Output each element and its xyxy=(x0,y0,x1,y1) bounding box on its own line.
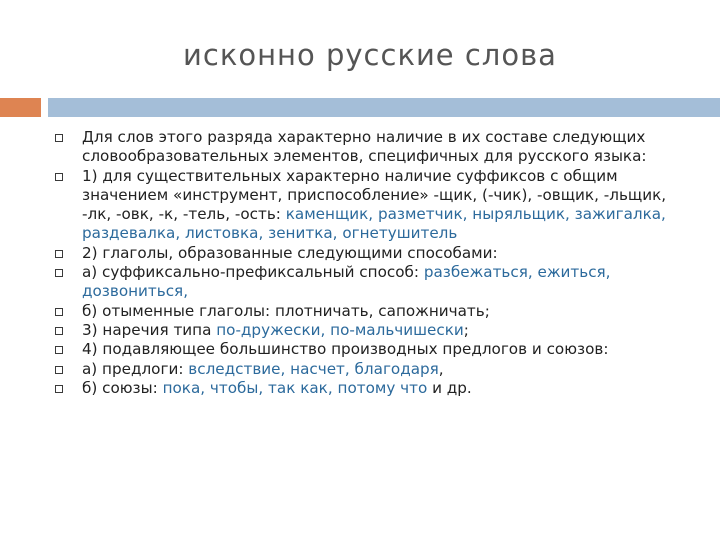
square-bullet-icon xyxy=(55,250,63,258)
square-bullet-icon xyxy=(55,173,63,181)
bullet-text: 3) наречия типа xyxy=(82,320,217,339)
bullet-item xyxy=(54,263,674,302)
bullet-text: ; xyxy=(463,320,469,339)
bullet-list xyxy=(54,128,674,398)
bullet-text: , xyxy=(438,359,444,378)
example-words: разбежаться, ежиться, дозвониться, xyxy=(82,263,611,301)
bullet-item xyxy=(54,167,674,244)
accent-bar-orange xyxy=(0,98,41,117)
bullet-item xyxy=(54,360,674,379)
bullet-text: и др. xyxy=(427,378,472,397)
example-words: вследствие, насчет, благодаря xyxy=(188,359,439,378)
bullet-item xyxy=(54,128,674,167)
example-words: по-дружески, по-мальчишески xyxy=(216,320,464,339)
bullet-text: б) отыменные глаголы: плотничать, сапожничать; xyxy=(82,301,490,320)
example-words: пока, чтобы, так как, потому что xyxy=(162,378,428,397)
example-words: каменщик, разметчик, ныряльщик, зажигалка, раздевалка, листовка, зенитка, огнетушитель xyxy=(82,205,666,243)
square-bullet-icon xyxy=(55,269,63,277)
bullet-item xyxy=(54,321,674,340)
slide-title: исконно русские слова xyxy=(183,38,557,72)
bullet-text: 1) для существительных характерно наличие суффиксов с общим значением «инструмент, приспособление» -щик, (-чик), -овщик, -льщик, -лк, -овк, -к, -тель, -ость: xyxy=(82,166,667,224)
accent-bar-blue xyxy=(48,98,720,117)
bullet-item xyxy=(54,302,674,321)
bullet-item xyxy=(54,379,674,398)
square-bullet-icon xyxy=(55,308,63,316)
bullet-item xyxy=(54,340,674,359)
bullet-text: б) союзы: xyxy=(82,378,163,397)
bullet-text: 4) подавляющее большинство производных предлогов и союзов: xyxy=(82,340,609,359)
bullet-item xyxy=(54,244,674,263)
square-bullet-icon xyxy=(55,327,63,335)
bullet-text: а) суффиксально-префиксальный способ: xyxy=(82,263,424,282)
bullet-text: а) предлоги: xyxy=(82,359,189,378)
square-bullet-icon xyxy=(55,366,63,374)
bullet-text: 2) глаголы, образованные следующими способами: xyxy=(82,243,498,262)
square-bullet-icon xyxy=(55,346,63,354)
bullet-text: Для слов этого разряда характерно наличие в их составе следующих словообразовательных элементов, специфичных для русского языка: xyxy=(82,128,647,166)
square-bullet-icon xyxy=(55,385,63,393)
square-bullet-icon xyxy=(55,134,63,142)
